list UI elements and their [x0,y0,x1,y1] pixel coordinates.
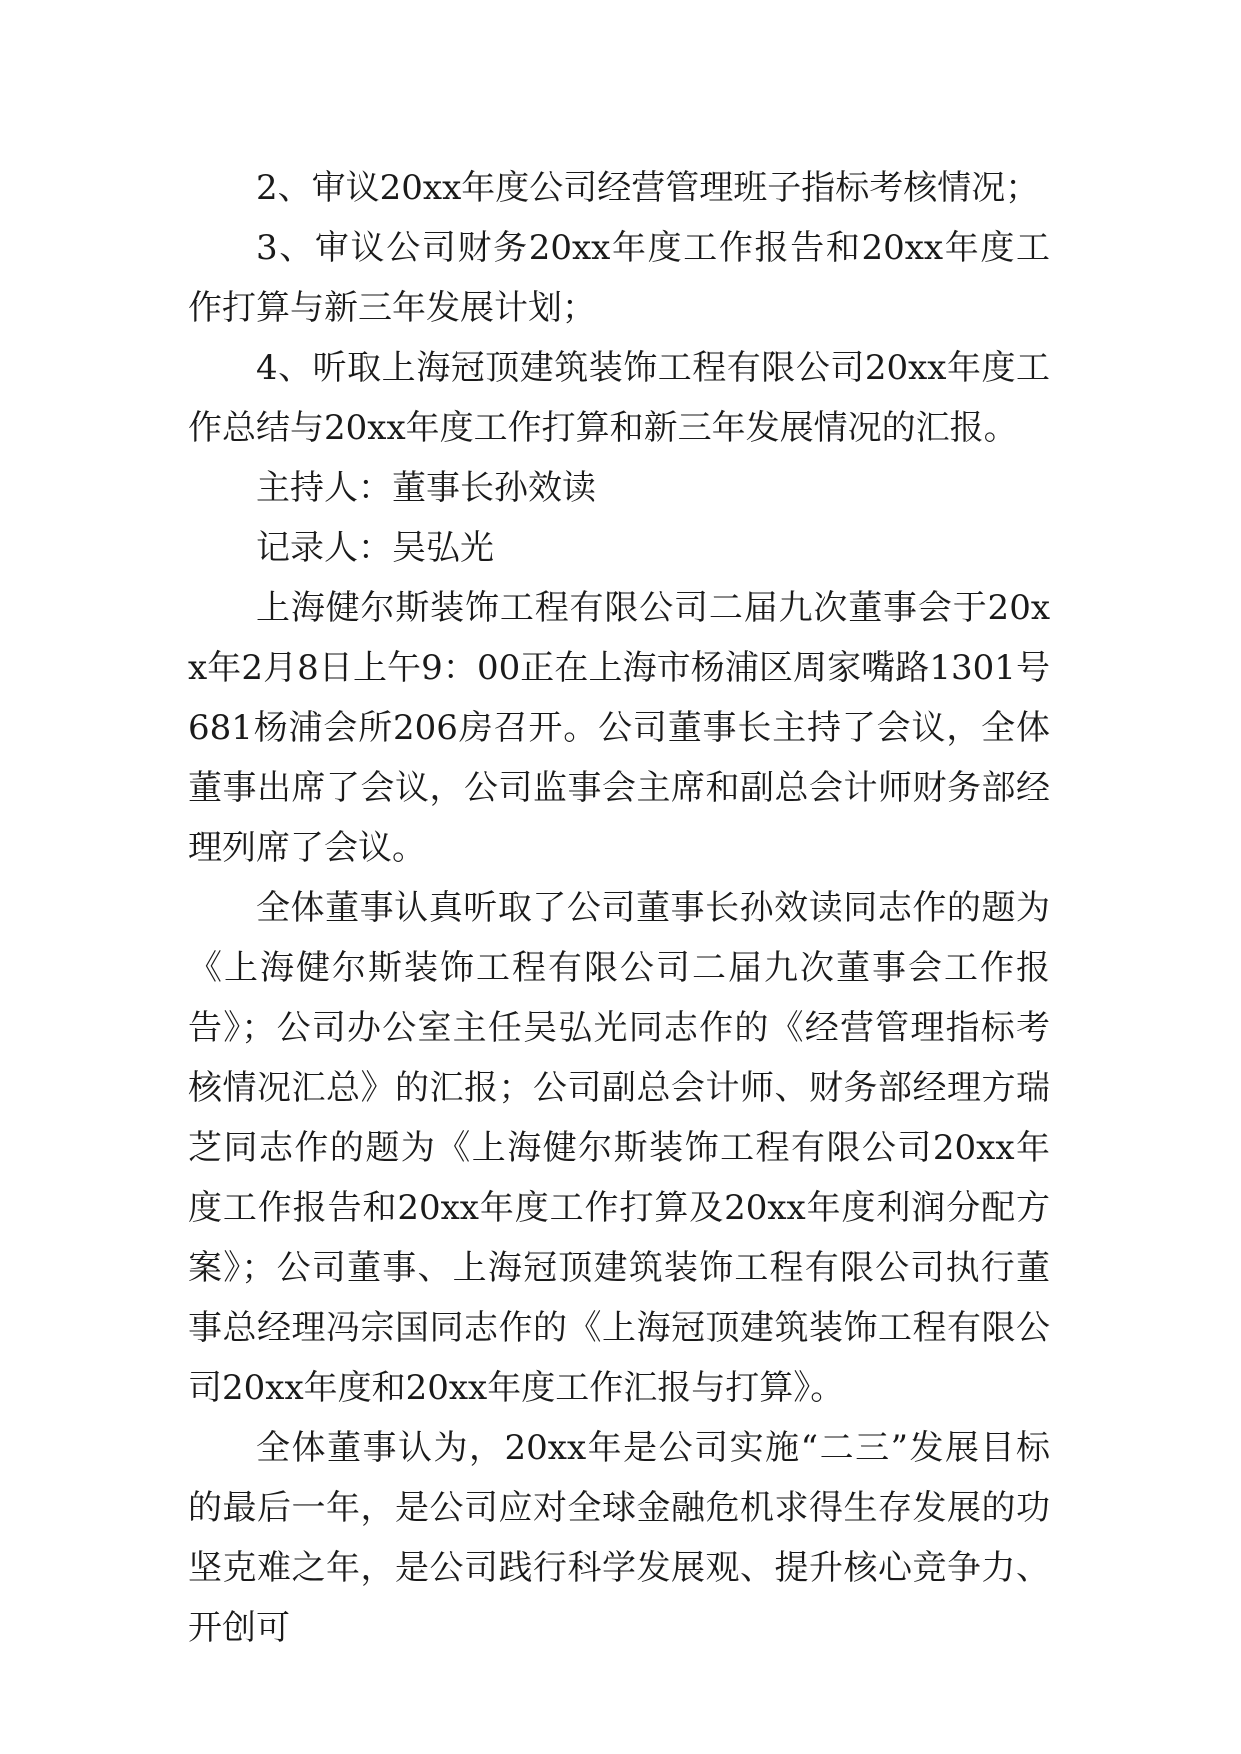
agenda-item-3: 3、审议公司财务20xx年度工作报告和20xx年度工作打算与新三年发展计划； [188,228,1050,328]
document-body [188,158,1050,1658]
conclusion-paragraph: 全体董事认为，20xx年是公司实施“二三”发展目标的最后一年，是公司应对全球金融危机求得生存发展的功坚克难之年，是公司践行科学发展观、提升核心竞争力、开创可 [188,1428,1050,1648]
agenda-item-4: 4、听取上海冠顶建筑装饰工程有限公司20xx年度工作总结与20xx年度工作打算和新三年发展情况的汇报。 [188,348,1050,448]
agenda-item-2: 2、审议20xx年度公司经营管理班子指标考核情况； [256,168,1040,208]
host-line: 主持人：董事长孙效读 [256,468,596,508]
meeting-info-paragraph: 上海健尔斯装饰工程有限公司二届九次董事会于20xx年2月8日上午9：00正在上海市杨浦区周家嘴路1301号681杨浦会所206房召开。公司董事长主持了会议，全体董事出席了会议，公司监事会主席和副总会计师财务部经理列席了会议。 [188,588,1050,868]
recorder-line: 记录人：吴弘光 [256,528,494,568]
reports-paragraph: 全体董事认真听取了公司董事长孙效读同志作的题为《上海健尔斯装饰工程有限公司二届九次董事会工作报告》；公司办公室主任吴弘光同志作的《经营管理指标考核情况汇总》的汇报；公司副总会计师、财务部经理方瑞芝同志作的题为《上海健尔斯装饰工程有限公司20xx年度工作报告和20xx年度工作打算及20xx年度利润分配方案》；公司董事、上海冠顶建筑装饰工程有限公司执行董事总经理冯宗国同志作的《上海冠顶建筑装饰工程有限公司20xx年度和20xx年度工作汇报与打算》。 [188,888,1050,1408]
